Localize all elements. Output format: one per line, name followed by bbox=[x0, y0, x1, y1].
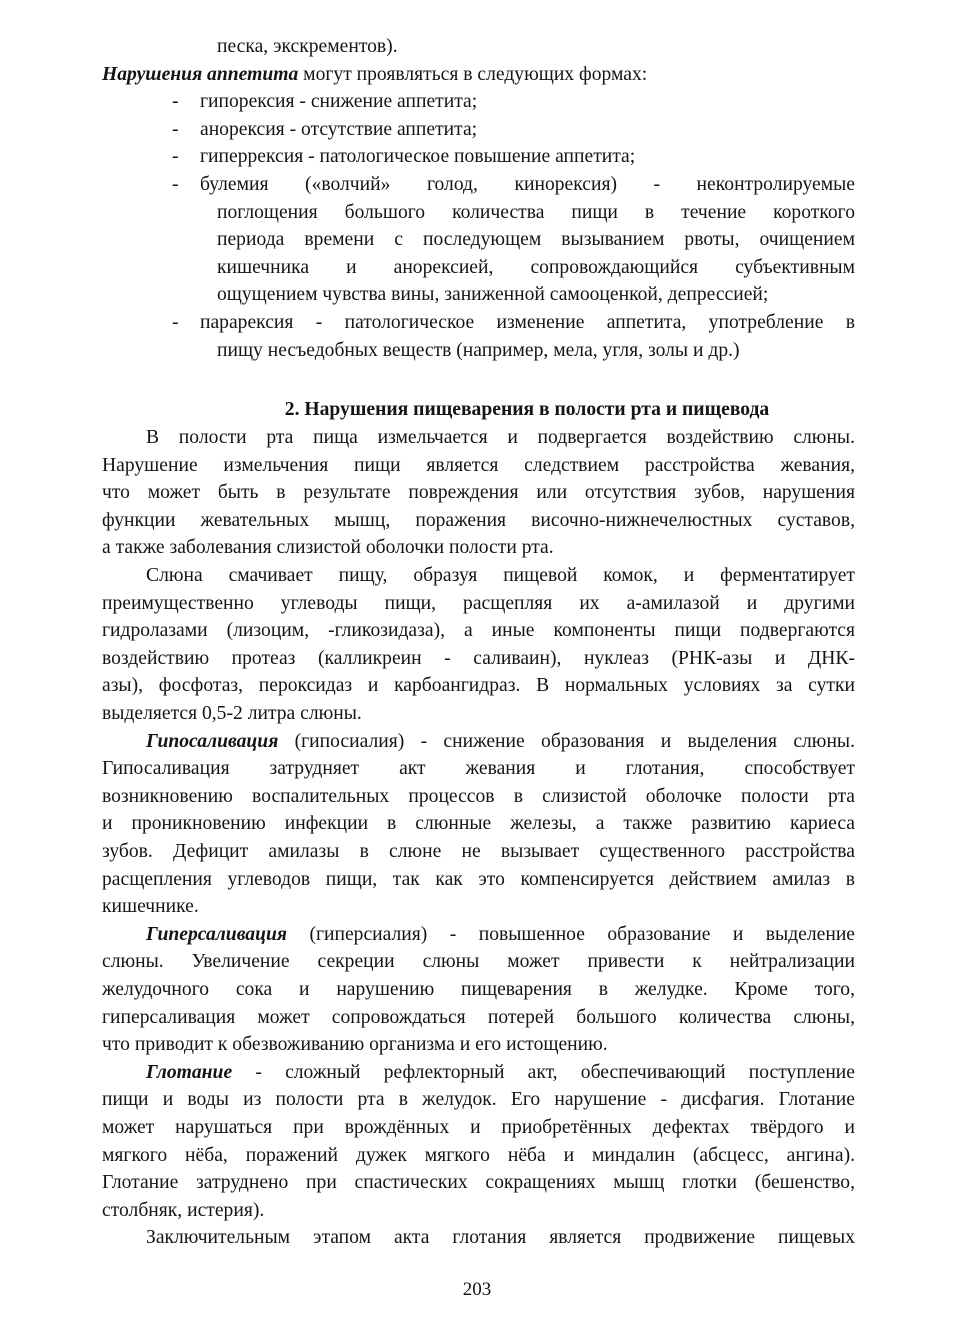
paragraph-line: В полости рта пища измельчается и подвергается воздействию слюны. bbox=[146, 427, 855, 448]
paragraph-line: слюны. Увеличение секреции слюны может привести к нейтрализации bbox=[102, 951, 855, 973]
paragraph-line: зубов. Дефицит амилазы в слюне не вызывает существенного расстройства bbox=[102, 841, 855, 862]
list-item-line: периода времени с последующем вызыванием рвоты, очищением bbox=[217, 229, 855, 251]
term-label: Глотание bbox=[146, 1061, 233, 1083]
term-definition: (гиперсиалия) - повышенное образование и выделение bbox=[287, 923, 855, 945]
list-item-line: пищу несъедобных веществ (например, мела, угля, золы и др.) bbox=[217, 339, 740, 361]
paragraph-line: мягкого нёба, поражений дужек мягкого нёба и миндалин (абсцесс, ангина). bbox=[102, 1144, 855, 1166]
list-item-line: гиперрексия - патологическое повышение аппетита; bbox=[200, 146, 636, 168]
paragraph-line: выделяется 0,5-2 литра слюны. bbox=[102, 703, 362, 724]
term-paragraph-first-line bbox=[146, 728, 855, 756]
paragraph-line: пищи и воды из полости рта в желудок. Его нарушение - дисфагия. Глотание bbox=[102, 1089, 855, 1111]
paragraph-line: и проникновению инфекции в слюнные железы, а также развитию кариеса bbox=[102, 813, 855, 835]
paragraph-line: может нарушаться при врождённых и приобретённых дефектах твёрдого и bbox=[102, 1117, 855, 1138]
paragraph-line: воздействию протеаз (калликреин - саливаин), нуклеаз (РНК-азы и ДНК- bbox=[102, 647, 855, 669]
list-bullet: - bbox=[172, 174, 179, 195]
term-paragraph-first-line bbox=[146, 921, 855, 949]
list-item-line: булемия («волчий» голод, кинорексия) - неконтролируемые bbox=[200, 174, 855, 195]
page-number: 203 bbox=[462, 1279, 492, 1300]
term-label: Гиперсаливация bbox=[146, 923, 287, 945]
term-label: Нарушения аппетита bbox=[102, 63, 299, 85]
paragraph-line: гидролазами (лизоцим, -гликозидаза), а иные компоненты пищи подвергаются bbox=[102, 620, 855, 642]
section-heading: 2. Нарушения пищеварения в полости рта и пищевода bbox=[284, 399, 770, 420]
list-bullet: - bbox=[172, 118, 179, 140]
term-definition: - сложный рефлекторный акт, обеспечивающий поступление bbox=[232, 1061, 855, 1083]
term-definition: (гипосиалия) - снижение образования и выделения слюны. bbox=[278, 730, 855, 752]
paragraph-line: желудочного сока и нарушению пищеварения в желудке. Кроме того, bbox=[102, 979, 855, 1000]
list-bullet: - bbox=[172, 312, 179, 333]
list-item-line: гипорексия - снижение аппетита; bbox=[200, 91, 478, 113]
list-bullet: - bbox=[172, 146, 179, 168]
list-item-line: парарексия - патологическое изменение аппетита, употребление в bbox=[200, 312, 855, 333]
list-item-line: ощущением чувства вины, заниженной самооценкой, депрессией; bbox=[217, 284, 769, 306]
paragraph-line: столбняк, истерия). bbox=[102, 1199, 265, 1221]
paragraph-line: гиперсаливация может сопровождаться потерей большого количества слюны, bbox=[102, 1006, 855, 1028]
continuation-line: песка, экскрементов). bbox=[217, 36, 398, 57]
term-label: Гипосаливация bbox=[146, 730, 279, 752]
paragraph-line: что может быть в результате повреждения или отсутствия зубов, нарушения bbox=[102, 482, 855, 504]
paragraph-line: Слюна смачивает пищу, образуя пищевой комок, и ферментатирует bbox=[146, 565, 855, 586]
term-paragraph-first-line bbox=[146, 1059, 855, 1087]
paragraph-line: кишечнике. bbox=[102, 896, 199, 918]
term-definition: могут проявляться в следующих формах: bbox=[298, 63, 648, 85]
paragraph-line: преимущественно углеводы пищи, расщепляя их а-амилазой и другими bbox=[102, 592, 855, 614]
paragraph-line: Глотание затруднено при спастических сокращениях мышц глотки (бешенство, bbox=[102, 1172, 855, 1194]
paragraph-line: возникновению воспалительных процессов в слизистой оболочке полости рта bbox=[102, 785, 855, 807]
paragraph-line: функции жевательных мышц, поражения височно-нижнечелюстных суставов, bbox=[102, 509, 855, 531]
paragraph-line: Нарушение измельчения пищи является следствием расстройства жевания, bbox=[102, 454, 855, 476]
paragraph-line: Заключительным этапом акта глотания является продвижение пищевых bbox=[146, 1227, 855, 1249]
list-bullet: - bbox=[172, 91, 179, 113]
paragraph-line: азы), фосфотаз, пероксидаз и карбоангидраз. В нормальных условиях за сутки bbox=[102, 675, 855, 697]
paragraph-line: что приводит к обезвоживанию организма и его истощению. bbox=[102, 1034, 608, 1056]
paragraph-line: Гипосаливация затрудняет акт жевания и глотания, способствует bbox=[102, 758, 855, 780]
appetite-intro bbox=[102, 61, 647, 89]
list-item-line: анорексия - отсутствие аппетита; bbox=[200, 118, 478, 140]
list-item-line: кишечника и анорексией, сопровождающийся субъективным bbox=[217, 256, 855, 278]
paragraph-line: а также заболевания слизистой оболочки полости рта. bbox=[102, 537, 554, 559]
paragraph-line: расщепления углеводов пищи, так как это компенсируется действием амилаз в bbox=[102, 868, 855, 890]
list-item-line: поглощения большого количества пищи в течение короткого bbox=[217, 201, 855, 223]
